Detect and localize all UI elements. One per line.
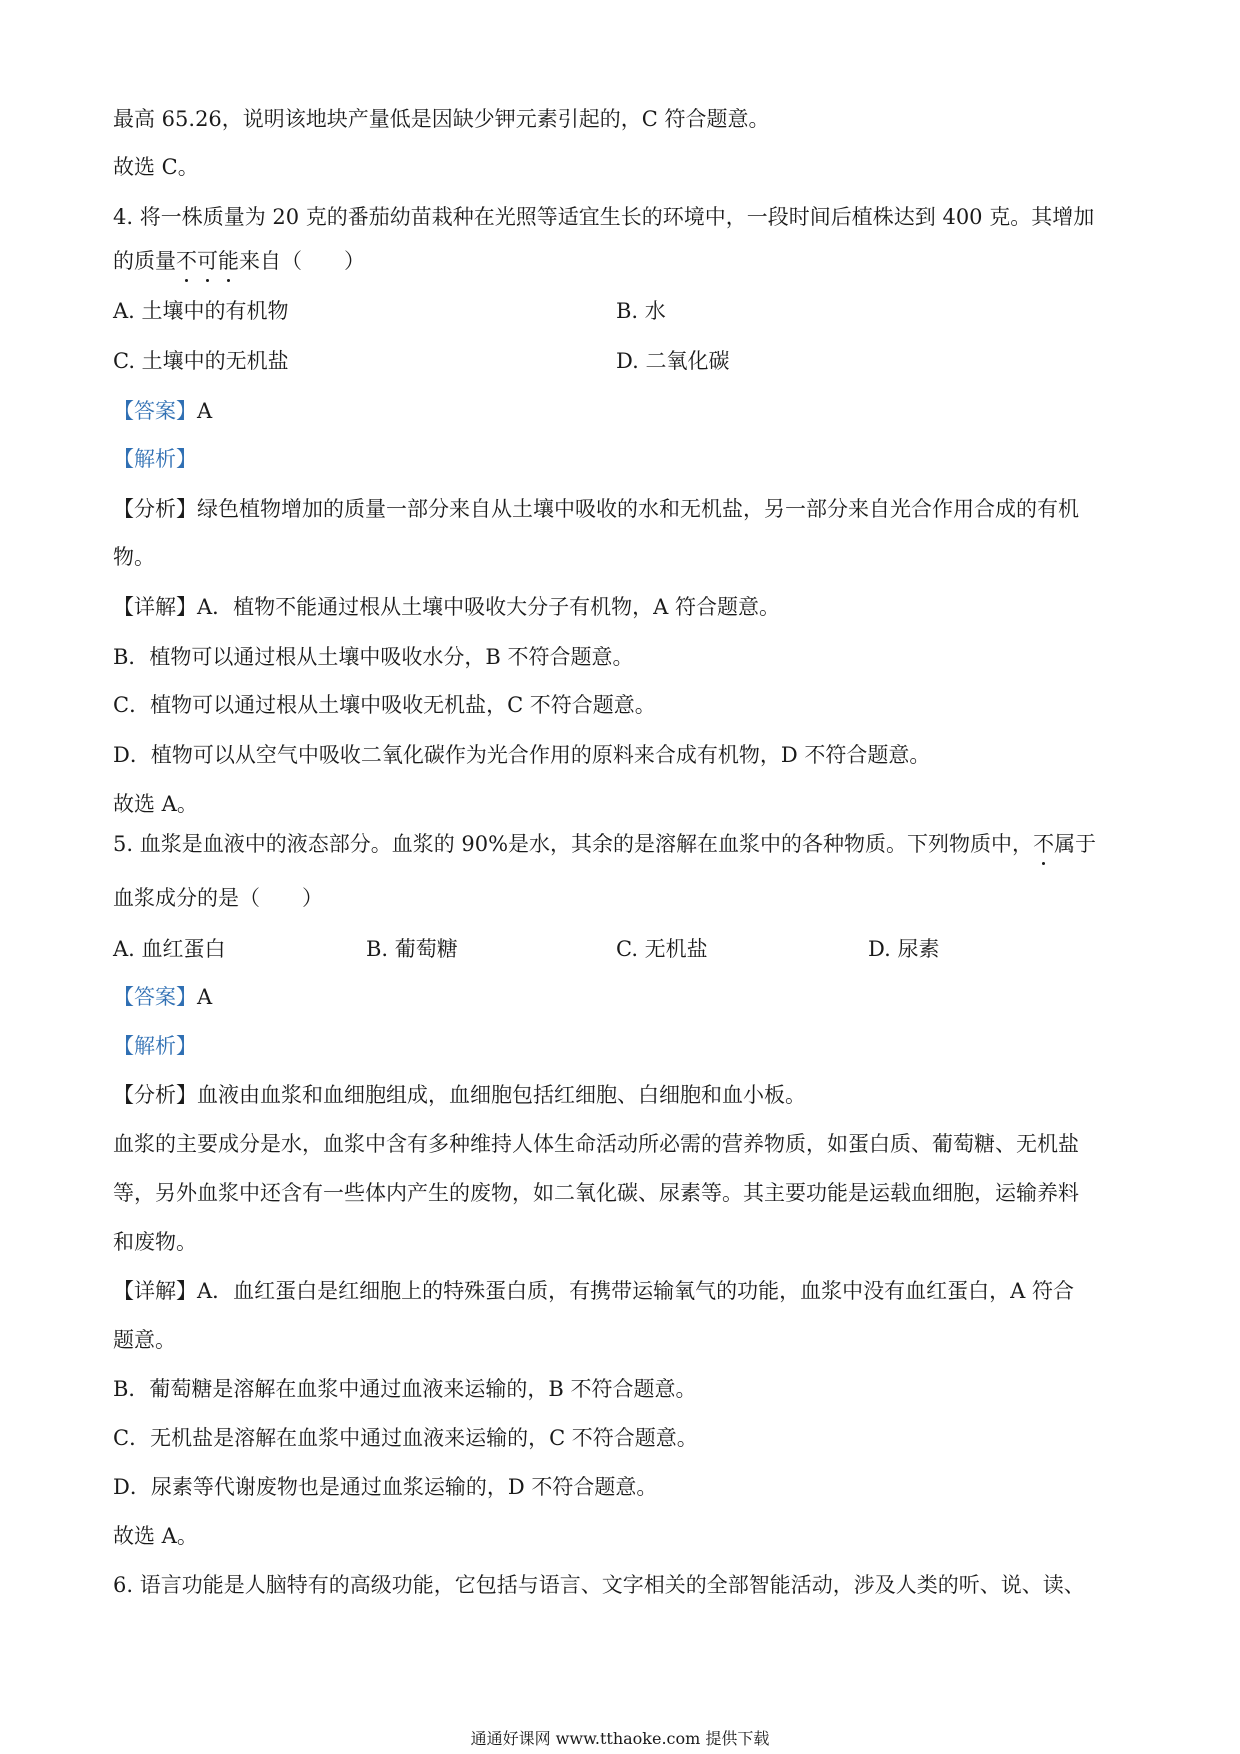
analysis-line [113, 494, 1079, 524]
detail-line [113, 592, 780, 622]
answer-tag: 【答案】 [113, 399, 197, 423]
answer-line [113, 982, 212, 1012]
detail-text: A．血红蛋白是红细胞上的特殊蛋白质，有携带运输氧气的功能，血浆中没有血红蛋白，A 符合 [197, 1279, 1075, 1303]
detail-label: 【详解】 [113, 1279, 197, 1303]
detail-label: 【详解】 [113, 595, 197, 619]
analysis-text: 血液由血浆和血细胞组成，血细胞包括红细胞、白细胞和血小板。 [197, 1083, 806, 1107]
conclusion-line: 故选 C。 [113, 155, 199, 179]
conclusion-line: 故选 A。 [113, 1524, 198, 1548]
analysis-label: 【分析】 [113, 497, 197, 521]
detail-line: C．无机盐是溶解在血浆中通过血液来运输的，C 不符合题意。 [113, 1426, 698, 1450]
emphasis-char: 能 [218, 246, 239, 276]
analysis-text: 绿色植物增加的质量一部分来自从土壤中吸收的水和无机盐，另一部分来自光合作用合成的有机 [197, 497, 1079, 521]
answer-line [113, 396, 212, 426]
option-a: A. 土壤中的有机物 [113, 299, 289, 323]
emphasis-char: 不 [1033, 829, 1054, 859]
page-footer: 通通好课网 www.tthaoke.com 提供下载 [470, 1729, 770, 1748]
detail-line: B．葡萄糖是溶解在血浆中通过血液来运输的，B 不符合题意。 [113, 1377, 697, 1401]
detail-line: D．尿素等代谢废物也是通过血浆运输的，D 不符合题意。 [113, 1475, 658, 1499]
question-6-stem: 6. 语言功能是人脑特有的高级功能，它包括与语言、文字相关的全部智能活动，涉及人类的听、说、读、 [113, 1573, 1085, 1597]
analysis-line: 和废物。 [113, 1230, 197, 1254]
analysis-line [113, 1080, 806, 1110]
emphasis-char: 不 [176, 246, 197, 276]
question-5-stem [113, 829, 1096, 859]
analysis-tag: 【解析】 [113, 447, 197, 471]
answer-tag: 【答案】 [113, 985, 197, 1009]
option-a: A. 血红蛋白 [113, 937, 226, 961]
question-5-stem-cont: 血浆成分的是（ ） [113, 886, 323, 910]
question-4-stem: 4. 将一株质量为 20 克的番茄幼苗栽种在光照等适宜生长的环境中，一段时间后植株达到 400 克。其增加 [113, 205, 1095, 229]
conclusion-line: 故选 A。 [113, 792, 198, 816]
analysis-label: 【分析】 [113, 1083, 197, 1107]
analysis-tag: 【解析】 [113, 1034, 197, 1058]
emphasis-char: 可 [197, 246, 218, 276]
analysis-line: 血浆的主要成分是水，血浆中含有多种维持人体生命活动所必需的营养物质，如蛋白质、葡萄糖、无机盐 [113, 1132, 1079, 1156]
option-d: D. 尿素 [868, 937, 940, 961]
analysis-line: 物。 [113, 545, 155, 569]
stem-text: 属于 [1054, 832, 1097, 856]
stem-text: 来自（ ） [239, 249, 365, 273]
answer-value: A [197, 985, 213, 1009]
stem-text: 5. 血浆是血液中的液态部分。血浆的 90%是水，其余的是溶解在血浆中的各种物质。下列物质中， [113, 832, 1034, 856]
question-4-stem-cont [113, 246, 365, 276]
detail-line: B．植物可以通过根从土壤中吸收水分，B 不符合题意。 [113, 645, 634, 669]
detail-line: C．植物可以通过根从土壤中吸收无机盐，C 不符合题意。 [113, 693, 656, 717]
detail-line: D．植物可以从空气中吸收二氧化碳作为光合作用的原料来合成有机物，D 不符合题意。 [113, 743, 931, 767]
option-c: C. 无机盐 [616, 937, 708, 961]
detail-line: 题意。 [113, 1328, 176, 1352]
answer-value: A [197, 399, 213, 423]
stem-text: 的质量 [113, 249, 176, 273]
detail-text: A．植物不能通过根从土壤中吸收大分子有机物，A 符合题意。 [197, 595, 781, 619]
option-b: B. 葡萄糖 [366, 937, 458, 961]
option-b: B. 水 [616, 299, 666, 323]
option-c: C. 土壤中的无机盐 [113, 349, 289, 373]
text-line: 最高 65.26，说明该地块产量低是因缺少钾元素引起的，C 符合题意。 [113, 107, 770, 131]
option-d: D. 二氧化碳 [616, 349, 730, 373]
detail-line [113, 1276, 1074, 1306]
analysis-line: 等，另外血浆中还含有一些体内产生的废物，如二氧化碳、尿素等。其主要功能是运载血细胞，运输养料 [113, 1181, 1079, 1205]
